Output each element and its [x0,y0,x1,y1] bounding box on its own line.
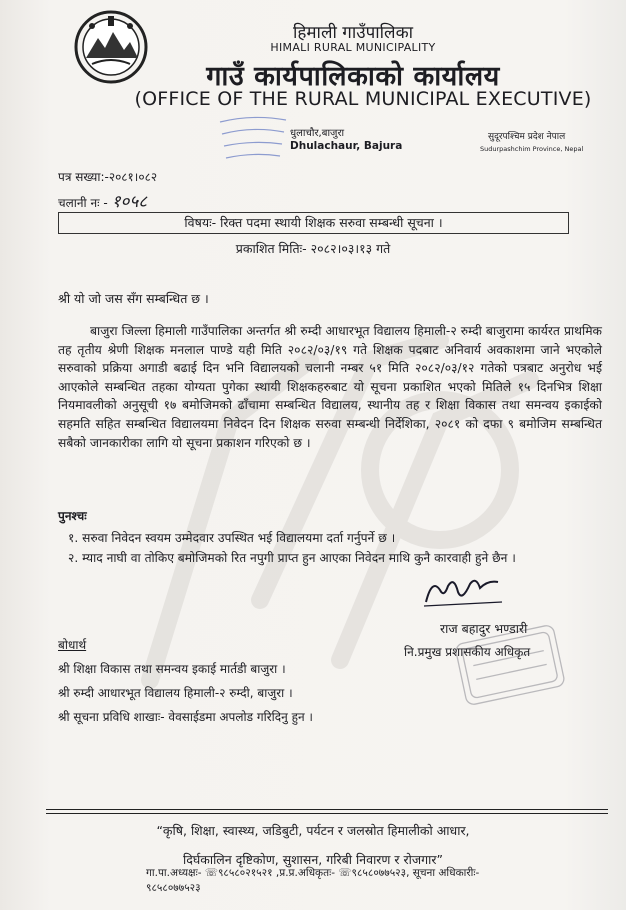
municipality-name-en: HIMALI RURAL MUNICIPALITY [270,41,436,54]
signer-title: नि.प्रमुख प्रशासकीय अधिकृत [404,645,531,659]
municipality-name-np: हिमाली गाउँपालिका [292,23,414,43]
footer-slogan-line-2: दिर्घकालिन दृष्टिकोण, सुशासन, गरिबी निवारण र रोजगार” [182,852,444,867]
dispatch-number-value: १०५८ [111,192,148,212]
footer-divider [46,809,608,810]
note-item: १. सरुवा निवेदन स्वयम उम्मेदवार उपस्थित भई विद्यालयमा दर्ता गर्नुपर्ने छ । [68,531,396,545]
address-en: Dhulachaur, Bajura [290,140,403,152]
notice-body [58,322,602,452]
cc-item: श्री शिक्षा विकास तथा समन्वय इकाई मार्तडी बाजुरा । [58,662,286,676]
dispatch-number [58,189,147,212]
addressee: श्री यो जो जस सँग सम्बन्धित छ । [58,291,209,306]
note-item: २. म्याद नाघी वा तोकिए बमोजिमको रित नपुगी प्राप्त हुन आएका निवेदन माथि कुनै कारवाही हुने छैन । [68,551,516,565]
letter-number-value: २०८१।०८२ [108,170,158,184]
letter-number-label: पत्र सख्या:- [58,170,109,184]
handwritten-signature [418,572,508,612]
body-paragraph: बाजुरा जिल्ला हिमाली गाउँपालिका अन्तर्गत श्री रुम्दी आधारभूत विद्यालय हिमाली-२ रुम्दी बाजुरामा कार्यरत प्राथमिक तह तृतीय श्रेणी शिक्षक मनलाल पाण्डे यही मिति २०८२/०३/१९ गते शिक्षक पदबाट अनिवार्य अवकाशमा जाने भएकोले सरुवाको प्रक्रिया अगाडी बढाई दिन भनि विद्यालयको चलानी नम्बर ५१ मिति २०८२/०३/१२ गतेको पत्रबाट अनुरोध भई आएकोले सम्बन्धित तहका योग्यता पुगेका स्थायी शिक्षकहरुबाट यो सूचना प्रकाशित भएको मितिले १५ दिनभित्र शिक्षा नियमावलीको अनुसूची १७ बमोजिमको ढाँचामा सम्बन्धित विद्यालय, स्थानीय तह र शिक्षा विकास तथा समन्वय इकाईको सहमति सहित सम्बन्धित विद्यालयमा निवेदन दिन शिक्षक सरुवा सम्बन्धी निर्देशिका, २०८१ को दफा ९ बमोजिम सम्बन्धित सबैको जानकारीका लागि यो सूचना प्रकाशन गरिएको छ । [58,324,602,450]
address-np: धुलाचौर,बाजुरा [290,128,345,139]
footer-divider [46,813,608,814]
office-name-np: गाउँ कार्यपालिकाको कार्यालय [206,61,500,92]
cc-item: श्री रुम्दी आधारभूत विद्यालय हिमाली-२ रुम्दी, बाजुरा । [58,686,293,700]
notes-label: पुनश्चः [58,509,87,523]
published-date: प्रकाशित मितिः- २०८२।०३।१३ गते [235,241,391,256]
subject-line: विषयः- रिक्त पदमा स्थायी शिक्षक सरुवा सम्बन्धी सूचना । [58,212,569,234]
province-np: सुदूरपश्चिम प्रदेश नेपाल [488,132,566,142]
letter-number [58,168,157,185]
dispatch-number-label: चलानी नः - [58,196,108,210]
footer-contacts-2: ९८५८०७७५२३ [146,882,201,894]
cc-item: श्री सूचना प्रविधि शाखाः- वेवसाईडमा अपलोड गरिदिनु हुन । [58,710,313,724]
footer-contacts: गा.पा.अध्यक्षः- ☏९८५८०२१५२१ ,प्र.प्र.अधिकृतः- ☏९८५८०७७५२३, सूचना अधिकारीः- [146,867,480,879]
footer-slogan-line-1: “कृषि, शिक्षा, स्वास्थ्य, जडिबुटी, पर्यटन र जलस्रोत हिमालीको आधार, [156,823,470,838]
province-en: Sudurpashchim Province, Nepal [480,145,584,153]
signer-name: राज बहादुर भण्डारी [440,621,528,636]
office-seal-stamp [216,112,290,164]
office-name-en: (OFFICE OF THE RURAL MUNICIPAL EXECUTIVE) [134,88,592,110]
cc-label: बोधार्थ [58,638,87,652]
notes-list [68,528,608,568]
